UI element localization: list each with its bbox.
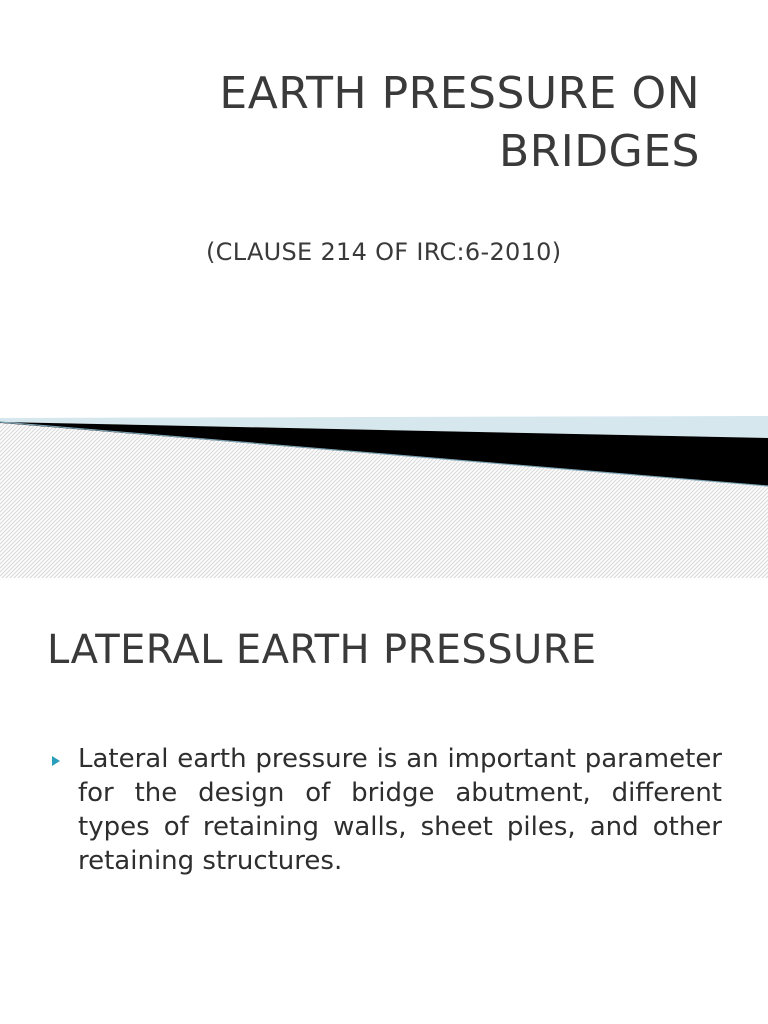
slide-heading: LATERAL EARTH PRESSURE <box>47 627 597 673</box>
slide-title-line-2: BRIDGES <box>499 126 700 177</box>
slide-subtitle: (CLAUSE 214 OF IRC:6-2010) <box>206 238 562 266</box>
decorative-band <box>0 400 768 578</box>
slide-title-line-1: EARTH PRESSURE ON <box>219 68 700 119</box>
content-slide <box>0 578 768 1024</box>
triangle-bullet-icon <box>52 756 60 766</box>
bullet-text: Lateral earth pressure is an important parameter for the design of bridge abutment, different types of retaining walls, sheet piles, and other retaining structures. <box>78 744 722 876</box>
